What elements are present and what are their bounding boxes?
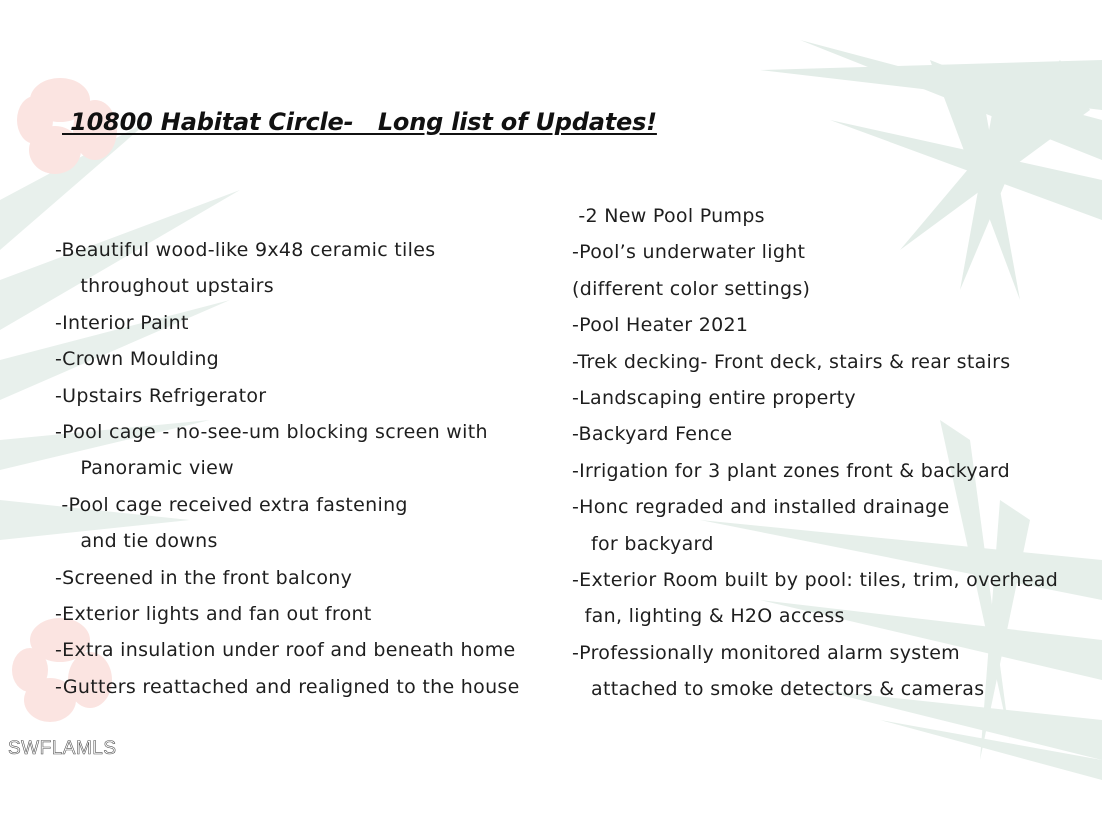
watermark-text: SWFLAMLS: [8, 738, 117, 759]
list-item: and tie downs: [55, 530, 218, 553]
list-item: -Backyard Fence: [572, 423, 733, 446]
list-item: -Pool cage - no-see-um blocking screen with: [55, 420, 488, 443]
list-item: -Landscaping entire property: [572, 386, 856, 409]
list-item: -Pool cage received extra fastening: [55, 493, 408, 516]
list-item: -Professionally monitored alarm system: [572, 641, 960, 664]
list-item: fan, lighting & H2O access: [572, 605, 845, 628]
list-item: -2 New Pool Pumps: [572, 205, 765, 227]
list-item: -Pool’s underwater light: [572, 241, 806, 264]
list-item: for backyard: [572, 532, 714, 555]
list-item: attached to smoke detectors & cameras: [572, 678, 985, 701]
list-item: -Pool Heater 2021: [572, 314, 749, 337]
list-item: -Honc regraded and installed drainage: [572, 496, 950, 519]
updates-list-left: [55, 237, 520, 710]
updates-list-right: [572, 203, 1058, 712]
list-item: -Screened in the front balcony: [55, 566, 353, 589]
list-item: -Upstairs Refrigerator: [55, 384, 267, 407]
list-item: -Exterior lights and fan out front: [55, 602, 372, 625]
list-item: (different color settings): [572, 277, 811, 300]
list-item: -Extra insulation under roof and beneath home: [55, 639, 516, 662]
list-item: -Beautiful wood-like 9x48 ceramic tiles: [55, 239, 436, 261]
list-item: throughout upstairs: [55, 275, 274, 298]
list-item: -Exterior Room built by pool: tiles, trim, overhead: [572, 568, 1059, 591]
list-item: -Crown Moulding: [55, 348, 220, 371]
list-item: -Interior Paint: [55, 311, 189, 334]
list-item: -Gutters reattached and realigned to the house: [55, 675, 520, 698]
page-title: 10800 Habitat Circle- Long list of Updates!: [62, 108, 657, 136]
list-item: Panoramic view: [55, 457, 234, 480]
list-item: -Trek decking- Front deck, stairs & rear stairs: [572, 350, 1011, 373]
list-item: -Irrigation for 3 plant zones front & backyard: [572, 459, 1011, 482]
